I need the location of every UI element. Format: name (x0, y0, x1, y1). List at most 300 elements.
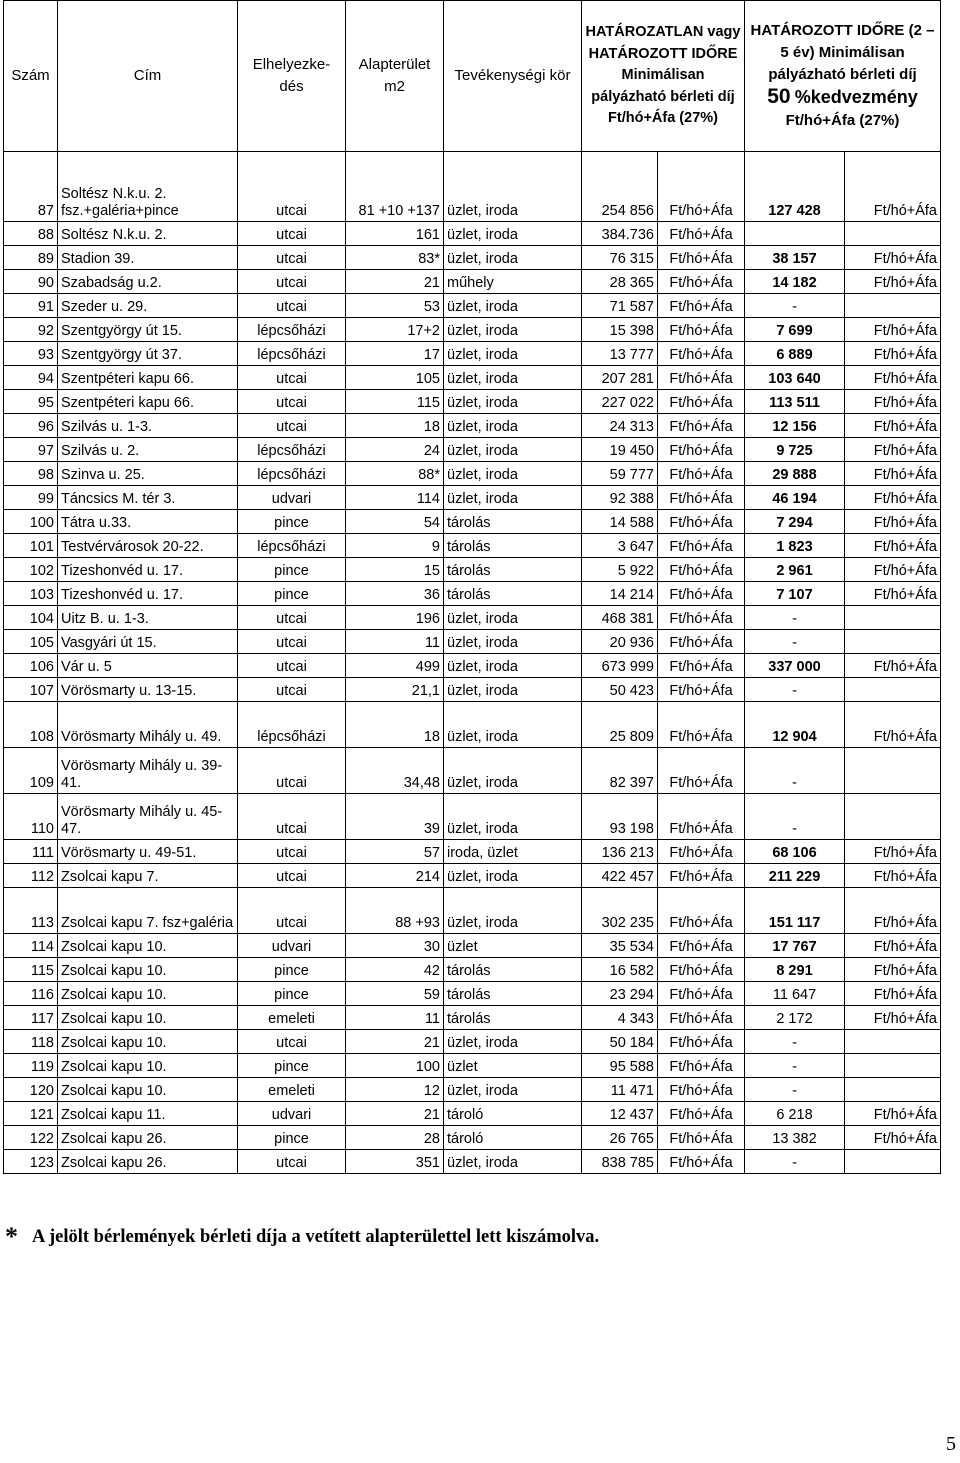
row-area: 21 (346, 1030, 444, 1054)
table-row (4, 864, 941, 888)
table-row (4, 840, 941, 864)
row-location: lépcsőházi (238, 534, 346, 558)
row-location: emeleti (238, 1078, 346, 1102)
row-fee-unit: Ft/hó+Áfa (658, 678, 745, 702)
row-number: 107 (4, 678, 58, 702)
row-discounted-fee: - (745, 630, 845, 654)
table-row (4, 888, 941, 934)
row-activity: üzlet, iroda (444, 246, 582, 270)
row-discounted-unit: Ft/hó+Áfa (845, 152, 941, 222)
row-discounted-fee: 12 904 (745, 702, 845, 748)
table-row (4, 1030, 941, 1054)
row-area: 18 (346, 702, 444, 748)
table-row (4, 462, 941, 486)
row-fee: 13 777 (582, 342, 658, 366)
row-area: 17 (346, 342, 444, 366)
row-activity: tárolás (444, 558, 582, 582)
row-activity: üzlet, iroda (444, 794, 582, 840)
row-number: 123 (4, 1150, 58, 1174)
row-address: Vörösmarty Mihály u. 49. (58, 702, 238, 748)
row-area: 59 (346, 982, 444, 1006)
row-fee-unit: Ft/hó+Áfa (658, 582, 745, 606)
row-address: Stadion 39. (58, 246, 238, 270)
row-location: utcai (238, 390, 346, 414)
row-location: utcai (238, 606, 346, 630)
row-location: utcai (238, 888, 346, 934)
table-row (4, 486, 941, 510)
row-discounted-fee: - (745, 606, 845, 630)
row-activity: iroda, üzlet (444, 840, 582, 864)
row-number: 96 (4, 414, 58, 438)
row-discounted-fee: 103 640 (745, 366, 845, 390)
row-discounted-unit: Ft/hó+Áfa (845, 1126, 941, 1150)
row-fee-unit: Ft/hó+Áfa (658, 414, 745, 438)
row-area: 36 (346, 582, 444, 606)
row-number: 94 (4, 366, 58, 390)
row-fee: 838 785 (582, 1150, 658, 1174)
row-address: Tizeshonvéd u. 17. (58, 558, 238, 582)
row-activity: üzlet, iroda (444, 462, 582, 486)
row-discounted-unit (845, 1030, 941, 1054)
row-discounted-unit: Ft/hó+Áfa (845, 342, 941, 366)
row-address: Testvérvárosok 20-22. (58, 534, 238, 558)
row-number: 114 (4, 934, 58, 958)
row-discounted-unit: Ft/hó+Áfa (845, 438, 941, 462)
header-szam: Szám (4, 1, 58, 152)
row-fee-unit: Ft/hó+Áfa (658, 864, 745, 888)
table-row (4, 1150, 941, 1174)
table-body (4, 152, 941, 1174)
row-discounted-unit: Ft/hó+Áfa (845, 864, 941, 888)
row-discounted-unit: Ft/hó+Áfa (845, 888, 941, 934)
row-address: Szentpéteri kapu 66. (58, 390, 238, 414)
row-fee: 302 235 (582, 888, 658, 934)
footnote-text: A jelölt bérlemények bérleti díja a vetített alapterülettel lett kiszámolva. (32, 1227, 600, 1247)
row-area: 11 (346, 630, 444, 654)
row-activity: üzlet, iroda (444, 864, 582, 888)
row-fee-unit: Ft/hó+Áfa (658, 702, 745, 748)
row-activity: üzlet, iroda (444, 678, 582, 702)
row-area: 30 (346, 934, 444, 958)
row-discounted-fee: 6 889 (745, 342, 845, 366)
row-number: 122 (4, 1126, 58, 1150)
row-location: utcai (238, 1030, 346, 1054)
row-number: 91 (4, 294, 58, 318)
row-activity: üzlet (444, 934, 582, 958)
row-address: Vasgyári út 15. (58, 630, 238, 654)
row-discounted-unit: Ft/hó+Áfa (845, 534, 941, 558)
table-row (4, 414, 941, 438)
table-row (4, 294, 941, 318)
header-hatarozott-big: 50 (767, 85, 791, 108)
row-address: Zsolcai kapu 7. (58, 864, 238, 888)
row-fee: 207 281 (582, 366, 658, 390)
row-fee-unit: Ft/hó+Áfa (658, 1102, 745, 1126)
row-fee: 468 381 (582, 606, 658, 630)
row-location: pince (238, 982, 346, 1006)
row-fee-unit: Ft/hó+Áfa (658, 390, 745, 414)
table-row (4, 438, 941, 462)
header-hatarozott-line2: %kedvezmény (794, 87, 918, 107)
header-hatarozott-line3: Ft/hó+Áfa (27%) (785, 112, 900, 129)
row-area: 42 (346, 958, 444, 982)
row-fee: 26 765 (582, 1126, 658, 1150)
row-address: Zsolcai kapu 10. (58, 934, 238, 958)
row-fee: 136 213 (582, 840, 658, 864)
row-discounted-unit: Ft/hó+Áfa (845, 840, 941, 864)
row-fee: 14 588 (582, 510, 658, 534)
row-location: utcai (238, 748, 346, 794)
header-cim: Cím (58, 1, 238, 152)
row-fee-unit: Ft/hó+Áfa (658, 1006, 745, 1030)
row-fee-unit: Ft/hó+Áfa (658, 486, 745, 510)
row-number: 102 (4, 558, 58, 582)
row-number: 98 (4, 462, 58, 486)
row-fee: 254 856 (582, 152, 658, 222)
row-fee-unit: Ft/hó+Áfa (658, 246, 745, 270)
row-fee-unit: Ft/hó+Áfa (658, 958, 745, 982)
row-number: 99 (4, 486, 58, 510)
row-discounted-fee: 68 106 (745, 840, 845, 864)
row-activity: üzlet, iroda (444, 222, 582, 246)
row-number: 120 (4, 1078, 58, 1102)
row-address: Zsolcai kapu 10. (58, 1030, 238, 1054)
row-discounted-unit: Ft/hó+Áfa (845, 958, 941, 982)
row-area: 17+2 (346, 318, 444, 342)
page-number: 5 (946, 1433, 956, 1455)
row-address: Vörösmarty u. 49-51. (58, 840, 238, 864)
row-number: 104 (4, 606, 58, 630)
table-row (4, 222, 941, 246)
table-row (4, 606, 941, 630)
row-area: 83* (346, 246, 444, 270)
row-fee: 384.736 (582, 222, 658, 246)
row-area: 114 (346, 486, 444, 510)
row-activity: üzlet, iroda (444, 152, 582, 222)
row-discounted-unit (845, 222, 941, 246)
row-area: 100 (346, 1054, 444, 1078)
table-row (4, 958, 941, 982)
row-activity: üzlet, iroda (444, 748, 582, 794)
row-fee: 227 022 (582, 390, 658, 414)
row-discounted-unit (845, 794, 941, 840)
row-number: 110 (4, 794, 58, 840)
row-address: Vörösmarty Mihály u. 39- 41. (58, 748, 238, 794)
row-fee: 3 647 (582, 534, 658, 558)
row-fee-unit: Ft/hó+Áfa (658, 1078, 745, 1102)
row-discounted-unit (845, 1078, 941, 1102)
row-fee: 50 184 (582, 1030, 658, 1054)
row-number: 116 (4, 982, 58, 1006)
row-area: 21 (346, 1102, 444, 1126)
row-location: utcai (238, 366, 346, 390)
row-discounted-unit (845, 748, 941, 794)
row-location: utcai (238, 294, 346, 318)
row-discounted-unit: Ft/hó+Áfa (845, 270, 941, 294)
table-row (4, 342, 941, 366)
row-fee: 20 936 (582, 630, 658, 654)
table-row (4, 318, 941, 342)
row-activity: üzlet, iroda (444, 390, 582, 414)
row-discounted-fee: 6 218 (745, 1102, 845, 1126)
row-discounted-fee: 9 725 (745, 438, 845, 462)
table-row (4, 748, 941, 794)
row-address: Soltész N.k.u. 2. fsz.+galéria+pince (58, 152, 238, 222)
row-number: 119 (4, 1054, 58, 1078)
row-address: Zsolcai kapu 26. (58, 1150, 238, 1174)
row-discounted-fee: 7 294 (745, 510, 845, 534)
row-area: 351 (346, 1150, 444, 1174)
row-location: pince (238, 510, 346, 534)
row-discounted-unit: Ft/hó+Áfa (845, 654, 941, 678)
row-area: 88 +93 (346, 888, 444, 934)
row-location: utcai (238, 630, 346, 654)
row-fee: 25 809 (582, 702, 658, 748)
table-row (4, 678, 941, 702)
row-number: 108 (4, 702, 58, 748)
row-address: Tátra u.33. (58, 510, 238, 534)
row-activity: tárolás (444, 534, 582, 558)
row-discounted-unit: Ft/hó+Áfa (845, 934, 941, 958)
table-row (4, 982, 941, 1006)
row-discounted-unit: Ft/hó+Áfa (845, 246, 941, 270)
row-number: 95 (4, 390, 58, 414)
row-activity: tárolás (444, 1006, 582, 1030)
row-number: 101 (4, 534, 58, 558)
row-fee-unit: Ft/hó+Áfa (658, 840, 745, 864)
row-discounted-unit: Ft/hó+Áfa (845, 486, 941, 510)
row-location: lépcsőházi (238, 342, 346, 366)
row-address: Zsolcai kapu 10. (58, 1054, 238, 1078)
row-fee-unit: Ft/hó+Áfa (658, 606, 745, 630)
row-fee: 28 365 (582, 270, 658, 294)
row-fee: 14 214 (582, 582, 658, 606)
row-location: utcai (238, 152, 346, 222)
row-address: Vörösmarty Mihály u. 45- 47. (58, 794, 238, 840)
row-fee: 24 313 (582, 414, 658, 438)
row-fee-unit: Ft/hó+Áfa (658, 748, 745, 794)
row-area: 196 (346, 606, 444, 630)
row-activity: tárolás (444, 582, 582, 606)
row-address: Uitz B. u. 1-3. (58, 606, 238, 630)
row-discounted-fee: 337 000 (745, 654, 845, 678)
table-row (4, 654, 941, 678)
table-row (4, 582, 941, 606)
row-fee: 95 588 (582, 1054, 658, 1078)
row-discounted-unit: Ft/hó+Áfa (845, 318, 941, 342)
row-address: Zsolcai kapu 10. (58, 958, 238, 982)
row-fee: 76 315 (582, 246, 658, 270)
row-area: 57 (346, 840, 444, 864)
row-fee-unit: Ft/hó+Áfa (658, 318, 745, 342)
row-address: Vörösmarty u. 13-15. (58, 678, 238, 702)
table-row (4, 934, 941, 958)
row-location: pince (238, 582, 346, 606)
row-location: utcai (238, 270, 346, 294)
row-area: 105 (346, 366, 444, 390)
row-location: utcai (238, 654, 346, 678)
row-discounted-unit: Ft/hó+Áfa (845, 558, 941, 582)
row-address: Soltész N.k.u. 2. (58, 222, 238, 246)
row-number: 113 (4, 888, 58, 934)
row-address: Szabadság u.2. (58, 270, 238, 294)
row-address: Zsolcai kapu 10. (58, 1078, 238, 1102)
row-area: 9 (346, 534, 444, 558)
row-discounted-unit (845, 1054, 941, 1078)
row-fee-unit: Ft/hó+Áfa (658, 534, 745, 558)
row-fee-unit: Ft/hó+Áfa (658, 366, 745, 390)
row-discounted-unit: Ft/hó+Áfa (845, 1102, 941, 1126)
row-location: utcai (238, 678, 346, 702)
row-fee-unit: Ft/hó+Áfa (658, 152, 745, 222)
row-fee: 11 471 (582, 1078, 658, 1102)
row-discounted-unit: Ft/hó+Áfa (845, 582, 941, 606)
row-activity: tárolás (444, 510, 582, 534)
row-discounted-unit (845, 1150, 941, 1174)
table-row (4, 794, 941, 840)
row-discounted-fee: 38 157 (745, 246, 845, 270)
row-number: 92 (4, 318, 58, 342)
row-discounted-unit (845, 294, 941, 318)
row-discounted-fee: - (745, 794, 845, 840)
row-discounted-fee: 127 428 (745, 152, 845, 222)
row-area: 18 (346, 414, 444, 438)
row-fee: 12 437 (582, 1102, 658, 1126)
row-fee: 16 582 (582, 958, 658, 982)
row-discounted-fee: 2 961 (745, 558, 845, 582)
row-number: 117 (4, 1006, 58, 1030)
row-location: utcai (238, 840, 346, 864)
row-fee-unit: Ft/hó+Áfa (658, 654, 745, 678)
row-fee-unit: Ft/hó+Áfa (658, 982, 745, 1006)
row-location: utcai (238, 1150, 346, 1174)
row-location: lépcsőházi (238, 462, 346, 486)
rental-table (3, 0, 941, 1174)
row-fee-unit: Ft/hó+Áfa (658, 294, 745, 318)
row-fee-unit: Ft/hó+Áfa (658, 794, 745, 840)
table-row (4, 558, 941, 582)
row-fee: 4 343 (582, 1006, 658, 1030)
row-discounted-fee: 17 767 (745, 934, 845, 958)
row-fee-unit: Ft/hó+Áfa (658, 270, 745, 294)
row-activity: üzlet (444, 1054, 582, 1078)
row-discounted-fee: 2 172 (745, 1006, 845, 1030)
table-row (4, 246, 941, 270)
row-activity: műhely (444, 270, 582, 294)
row-discounted-fee: 46 194 (745, 486, 845, 510)
row-discounted-fee: 8 291 (745, 958, 845, 982)
row-address: Szentgyörgy út 37. (58, 342, 238, 366)
row-number: 90 (4, 270, 58, 294)
row-activity: üzlet, iroda (444, 702, 582, 748)
row-discounted-unit (845, 630, 941, 654)
row-activity: üzlet, iroda (444, 342, 582, 366)
row-fee-unit: Ft/hó+Áfa (658, 510, 745, 534)
row-discounted-unit: Ft/hó+Áfa (845, 390, 941, 414)
row-activity: üzlet, iroda (444, 414, 582, 438)
row-activity: tárolás (444, 982, 582, 1006)
row-fee-unit: Ft/hó+Áfa (658, 1150, 745, 1174)
row-area: 499 (346, 654, 444, 678)
table-row (4, 534, 941, 558)
row-number: 88 (4, 222, 58, 246)
row-discounted-fee: 151 117 (745, 888, 845, 934)
row-fee-unit: Ft/hó+Áfa (658, 438, 745, 462)
row-activity: üzlet, iroda (444, 888, 582, 934)
footnote (5, 1222, 599, 1252)
table-row (4, 630, 941, 654)
row-discounted-unit: Ft/hó+Áfa (845, 366, 941, 390)
row-address: Szeder u. 29. (58, 294, 238, 318)
row-area: 24 (346, 438, 444, 462)
row-address: Szinva u. 25. (58, 462, 238, 486)
row-location: udvari (238, 1102, 346, 1126)
row-address: Szentgyörgy út 15. (58, 318, 238, 342)
row-discounted-unit: Ft/hó+Áfa (845, 982, 941, 1006)
row-fee-unit: Ft/hó+Áfa (658, 630, 745, 654)
row-discounted-fee: - (745, 294, 845, 318)
row-activity: üzlet, iroda (444, 606, 582, 630)
row-fee-unit: Ft/hó+Áfa (658, 558, 745, 582)
row-discounted-unit: Ft/hó+Áfa (845, 702, 941, 748)
row-area: 214 (346, 864, 444, 888)
row-number: 115 (4, 958, 58, 982)
row-fee: 92 388 (582, 486, 658, 510)
row-fee: 82 397 (582, 748, 658, 794)
row-location: emeleti (238, 1006, 346, 1030)
row-number: 106 (4, 654, 58, 678)
row-location: utcai (238, 864, 346, 888)
row-location: utcai (238, 414, 346, 438)
table-row (4, 390, 941, 414)
row-location: pince (238, 1126, 346, 1150)
row-discounted-unit: Ft/hó+Áfa (845, 1006, 941, 1030)
row-number: 118 (4, 1030, 58, 1054)
table-row (4, 366, 941, 390)
header-row (4, 1, 941, 152)
row-address: Vár u. 5 (58, 654, 238, 678)
row-discounted-fee: 11 647 (745, 982, 845, 1006)
row-address: Szentpéteri kapu 66. (58, 366, 238, 390)
row-activity: tárolás (444, 958, 582, 982)
row-address: Táncsics M. tér 3. (58, 486, 238, 510)
table-row (4, 270, 941, 294)
table-row (4, 1102, 941, 1126)
row-address: Zsolcai kapu 10. (58, 982, 238, 1006)
row-area: 54 (346, 510, 444, 534)
row-activity: üzlet, iroda (444, 294, 582, 318)
row-fee: 23 294 (582, 982, 658, 1006)
row-area: 53 (346, 294, 444, 318)
row-location: udvari (238, 486, 346, 510)
row-fee-unit: Ft/hó+Áfa (658, 342, 745, 366)
table-row (4, 152, 941, 222)
row-address: Szilvás u. 2. (58, 438, 238, 462)
row-area: 28 (346, 1126, 444, 1150)
row-area: 34,48 (346, 748, 444, 794)
row-discounted-fee: - (745, 1078, 845, 1102)
row-activity: üzlet, iroda (444, 438, 582, 462)
row-fee: 71 587 (582, 294, 658, 318)
header-hatarozott (745, 1, 941, 152)
row-discounted-unit: Ft/hó+Áfa (845, 510, 941, 534)
row-activity: üzlet, iroda (444, 654, 582, 678)
row-activity: üzlet, iroda (444, 1078, 582, 1102)
row-discounted-fee: 7 107 (745, 582, 845, 606)
table-row (4, 1126, 941, 1150)
row-area: 88* (346, 462, 444, 486)
row-discounted-fee: 29 888 (745, 462, 845, 486)
